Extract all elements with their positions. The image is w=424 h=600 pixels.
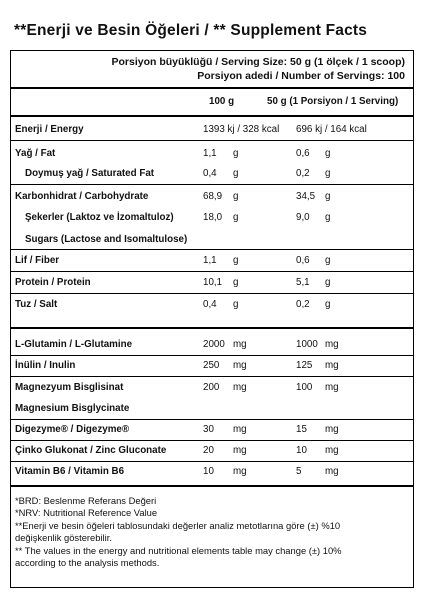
servings-count: Porsiyon adedi / Number of Servings: 100	[197, 70, 405, 82]
value-serving: 5	[296, 466, 302, 477]
unit-serving: mg	[325, 466, 339, 477]
footnotes	[15, 495, 409, 569]
value-serving: 15	[296, 424, 307, 435]
unit-serving: g	[325, 168, 331, 179]
divider	[11, 293, 413, 294]
value-serving: 0,6	[296, 255, 310, 266]
unit-serving: mg	[325, 339, 339, 350]
value-100g: 0,4	[203, 168, 217, 179]
value-serving: 34,5	[296, 191, 316, 202]
value-serving: 0,2	[296, 299, 310, 310]
footnote: according to the analysis methods.	[15, 557, 160, 569]
unit-serving: mg	[325, 382, 339, 393]
unit-serving: g	[325, 148, 331, 159]
unit-serving: g	[325, 191, 331, 202]
row-label: Şekerler (Laktoz ve İzomaltuloz)	[25, 212, 174, 223]
divider	[11, 419, 413, 420]
row-label: Magnezyum Bisglisinat	[15, 382, 124, 393]
row-label: Çinko Glukonat / Zinc Gluconate	[15, 445, 167, 456]
unit-100g: g	[233, 255, 239, 266]
value-100g: 1393 kj / 328 kcal	[203, 124, 280, 135]
value-100g: 68,9	[203, 191, 223, 202]
value-100g: 200	[203, 382, 220, 393]
unit-serving: mg	[325, 360, 339, 371]
divider	[11, 355, 413, 356]
unit-100g: mg	[233, 466, 247, 477]
row-label: Protein / Protein	[15, 277, 91, 288]
footnote: *NRV: Nutritional Reference Value	[15, 507, 158, 519]
unit-serving: g	[325, 299, 331, 310]
row-label: Lif / Fiber	[15, 255, 60, 266]
value-serving: 125	[296, 360, 313, 371]
unit-100g: g	[233, 277, 239, 288]
divider	[11, 461, 413, 462]
divider	[11, 140, 413, 141]
divider	[11, 115, 413, 117]
row-label: Yağ / Fat	[15, 148, 56, 159]
divider	[11, 271, 413, 272]
row-label: Enerji / Energy	[15, 124, 84, 135]
value-100g: 2000	[203, 339, 225, 350]
value-100g: 10	[203, 466, 214, 477]
footnote: **Enerji ve besin öğeleri tablosundaki değerler analiz metotlarına göre (±) %10	[15, 519, 341, 531]
value-serving: 0,6	[296, 148, 310, 159]
value-100g: 1,1	[203, 255, 217, 266]
divider	[11, 87, 413, 89]
row-label: Magnesium Bisglycinate	[15, 403, 130, 414]
unit-serving: g	[325, 255, 331, 266]
divider	[11, 327, 413, 329]
value-100g: 30	[203, 424, 214, 435]
footnote: değişkenlik gösterebilir.	[15, 532, 112, 544]
divider	[11, 440, 413, 441]
column-header-100g: 100 g	[209, 96, 235, 107]
value-100g: 20	[203, 445, 214, 456]
divider	[11, 249, 413, 250]
value-serving: 0,2	[296, 168, 310, 179]
page-title: **Enerji ve Besin Öğeleri / ** Supplement Facts	[14, 22, 368, 39]
row-label: Sugars (Lactose and Isomaltulose)	[25, 234, 188, 245]
row-label: Doymuş yağ / Saturated Fat	[25, 168, 155, 179]
value-serving: 1000	[296, 339, 318, 350]
value-100g: 1,1	[203, 148, 217, 159]
value-100g: 10,1	[203, 277, 223, 288]
row-label: Vitamin B6 / Vitamin B6	[15, 466, 125, 477]
value-100g: 18,0	[203, 212, 223, 223]
value-serving: 5,1	[296, 277, 310, 288]
supplement-facts-table	[10, 50, 414, 588]
row-label: Tuz / Salt	[15, 299, 58, 310]
divider	[11, 376, 413, 377]
serving-size: Porsiyon büyüklüğü / Serving Size: 50 g (1 ölçek / 1 scoop)	[111, 56, 405, 68]
divider	[11, 184, 413, 185]
unit-100g: g	[233, 191, 239, 202]
unit-100g: mg	[233, 445, 247, 456]
unit-100g: mg	[233, 424, 247, 435]
unit-100g: mg	[233, 360, 247, 371]
unit-100g: g	[233, 212, 239, 223]
unit-100g: g	[233, 148, 239, 159]
row-label: L-Glutamin / L-Glutamine	[15, 339, 133, 350]
value-100g: 0,4	[203, 299, 217, 310]
row-label: Digezyme® / Digezyme®	[15, 424, 130, 435]
unit-serving: mg	[325, 445, 339, 456]
unit-100g: mg	[233, 382, 247, 393]
divider	[11, 485, 413, 487]
unit-serving: g	[325, 212, 331, 223]
footnote: ** The values in the energy and nutritional elements table may change (±) 10%	[15, 544, 342, 556]
unit-serving: mg	[325, 424, 339, 435]
footnote: *BRD: Beslenme Referans Değeri	[15, 495, 157, 506]
unit-100g: mg	[233, 339, 247, 350]
value-100g: 250	[203, 360, 220, 371]
row-label: İnülin / Inulin	[15, 360, 76, 371]
unit-100g: g	[233, 299, 239, 310]
value-serving: 696 kj / 164 kcal	[296, 124, 367, 135]
value-serving: 100	[296, 382, 313, 393]
column-header-serving: 50 g (1 Porsiyon / 1 Serving)	[267, 96, 399, 107]
value-serving: 10	[296, 445, 307, 456]
row-label: Karbonhidrat / Carbohydrate	[15, 191, 149, 202]
value-serving: 9,0	[296, 212, 310, 223]
unit-serving: g	[325, 277, 331, 288]
unit-100g: g	[233, 168, 239, 179]
